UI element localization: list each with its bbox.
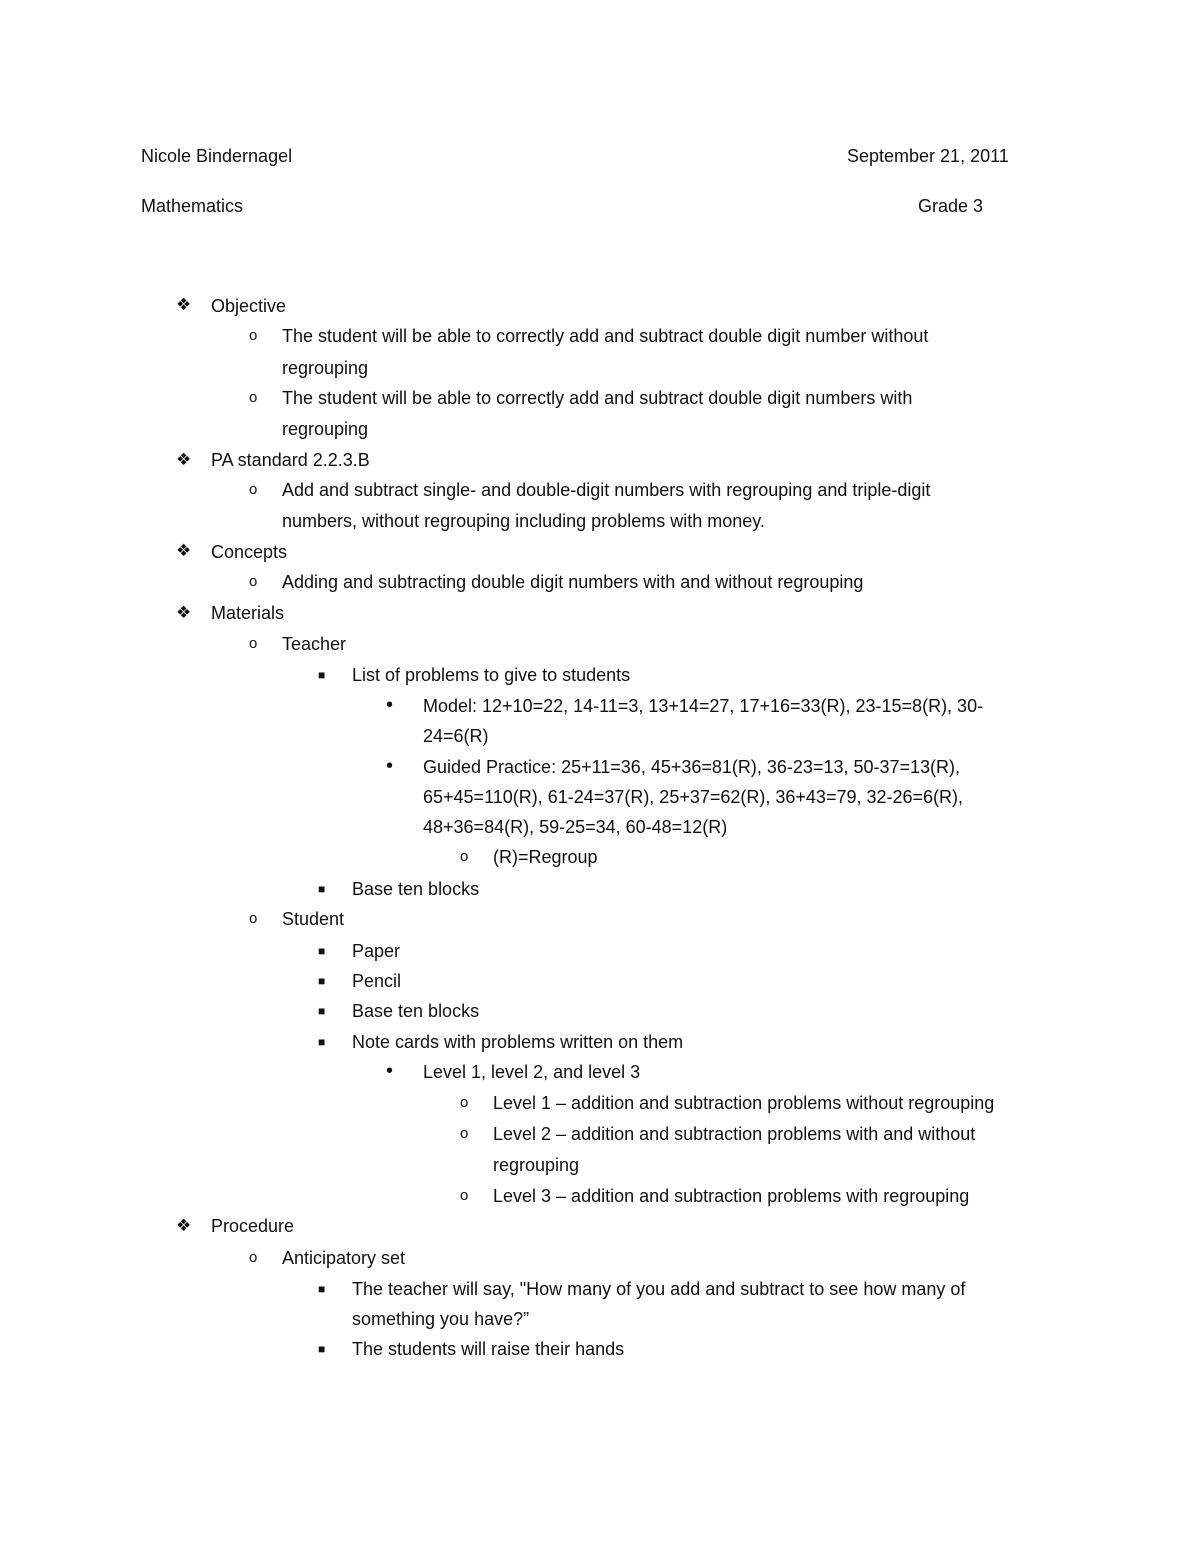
circle-bullet-icon: o (460, 848, 469, 865)
circle-bullet-icon: o (249, 1249, 258, 1266)
list-item-continued: regrouping (493, 1155, 580, 1175)
square-bullet-icon: ■ (318, 1035, 326, 1049)
list-item: Add and subtract single- and double-digit numbers with regrouping and triple-digit (282, 480, 931, 500)
square-bullet-icon: ■ (318, 1282, 326, 1296)
list-item-continued: 24=6(R) (423, 726, 489, 746)
list-item-continued: something you have?” (352, 1309, 530, 1329)
circle-bullet-icon: o (249, 635, 258, 652)
subject-label: Mathematics (141, 196, 244, 216)
circle-bullet-icon: o (249, 327, 258, 344)
circle-bullet-icon: o (249, 910, 258, 927)
circle-bullet-icon: o (249, 481, 258, 498)
list-item: Adding and subtracting double digit numbers with and without regrouping (282, 572, 864, 592)
list-item: Base ten blocks (352, 1001, 480, 1021)
list-item: List of problems to give to students (352, 665, 631, 685)
grade-label: Grade 3 (918, 196, 984, 216)
list-item: Level 2 – addition and subtraction problems with and without (493, 1124, 976, 1144)
square-bullet-icon: ■ (318, 974, 326, 988)
author-name: Nicole Bindernagel (141, 146, 293, 166)
circle-bullet-icon: o (460, 1125, 469, 1142)
list-item: The student will be able to correctly add and subtract double digit number without (282, 326, 929, 346)
list-item-guided-practice: Guided Practice: 25+11=36, 45+36=81(R), 36-23=13, 50-37=13(R), (423, 757, 961, 777)
circle-bullet-icon: o (249, 573, 258, 590)
list-item: Level 3 – addition and subtraction problems with regrouping (493, 1186, 970, 1206)
list-item: Pencil (352, 971, 402, 991)
diamond-bullet-icon: ❖ (176, 450, 192, 469)
list-item: Base ten blocks (352, 879, 480, 899)
square-bullet-icon: ■ (318, 944, 326, 958)
list-item: Level 1 – addition and subtraction problems without regrouping (493, 1093, 995, 1113)
dot-bullet-icon: • (386, 755, 394, 777)
list-item-continued: numbers, without regrouping including problems with money. (282, 511, 765, 531)
diamond-bullet-icon: ❖ (176, 541, 192, 560)
section-heading-procedure: Procedure (211, 1216, 295, 1236)
list-item: Note cards with problems written on them (352, 1032, 684, 1052)
square-bullet-icon: ■ (318, 668, 326, 682)
list-item-continued: 65+45=110(R), 61-24=37(R), 25+37=62(R), 36+43=79, 32-26=6(R), (423, 787, 964, 807)
list-item: The students will raise their hands (352, 1339, 625, 1359)
section-heading-standard: PA standard 2.2.3.B (211, 450, 370, 470)
list-item: Level 1, level 2, and level 3 (423, 1062, 641, 1082)
list-item: The teacher will say, "How many of you add and subtract to see how many of (352, 1279, 966, 1299)
circle-bullet-icon: o (460, 1094, 469, 1111)
list-item-continued: regrouping (282, 358, 369, 378)
list-item-student: Student (282, 909, 345, 929)
list-item-continued: regrouping (282, 419, 369, 439)
square-bullet-icon: ■ (318, 1342, 326, 1356)
list-item: Paper (352, 941, 401, 961)
diamond-bullet-icon: ❖ (176, 603, 192, 622)
dot-bullet-icon: • (386, 694, 394, 716)
circle-bullet-icon: o (249, 389, 258, 406)
list-item: The student will be able to correctly add and subtract double digit numbers with (282, 388, 913, 408)
section-heading-materials: Materials (211, 603, 285, 623)
lesson-date: September 21, 2011 (847, 146, 1009, 166)
list-item-regroup-note: (R)=Regroup (493, 847, 598, 867)
square-bullet-icon: ■ (318, 882, 326, 896)
dot-bullet-icon: • (386, 1060, 394, 1082)
diamond-bullet-icon: ❖ (176, 1216, 192, 1235)
diamond-bullet-icon: ❖ (176, 295, 192, 314)
square-bullet-icon: ■ (318, 1004, 326, 1018)
list-item-continued: 48+36=84(R), 59-25=34, 60-48=12(R) (423, 817, 728, 837)
section-heading-objective: Objective (211, 296, 287, 316)
list-item: Anticipatory set (282, 1248, 406, 1268)
list-item-teacher: Teacher (282, 634, 347, 654)
circle-bullet-icon: o (460, 1187, 469, 1204)
section-heading-concepts: Concepts (211, 542, 288, 562)
list-item-model: Model: 12+10=22, 14-11=3, 13+14=27, 17+16=33(R), 23-15=8(R), 30- (423, 696, 984, 716)
